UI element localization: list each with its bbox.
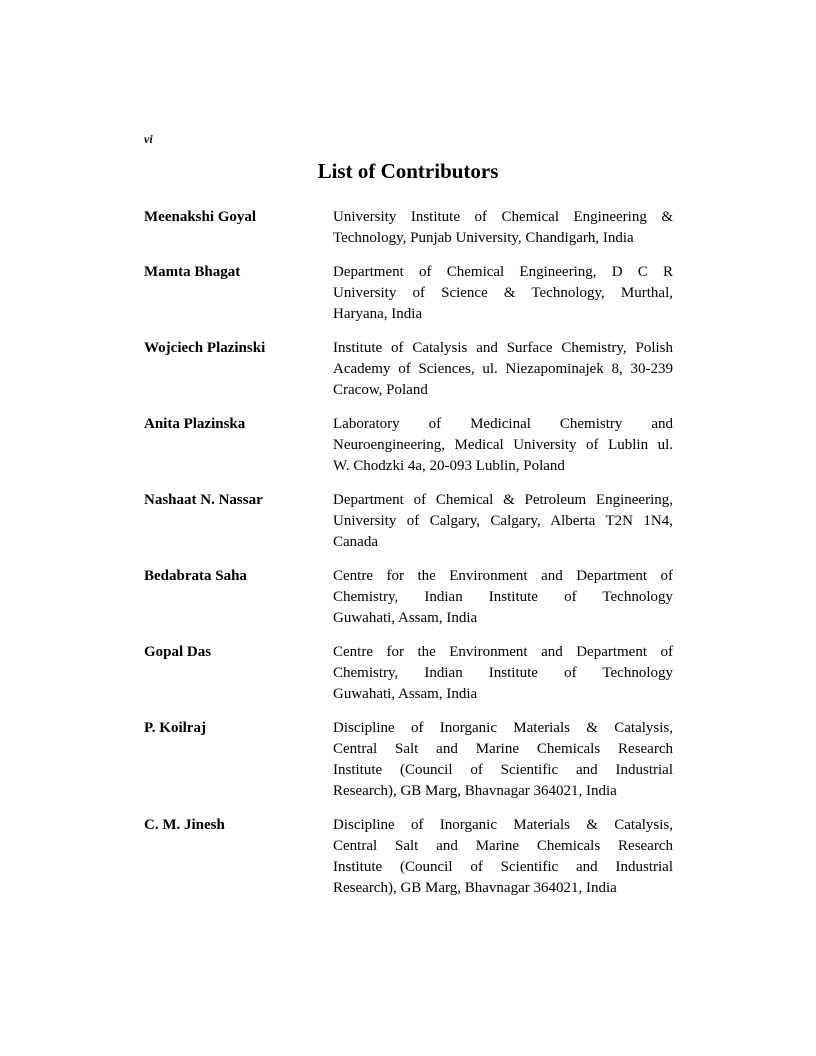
affiliation-line: University Institute of Chemical Engineering & [333, 209, 673, 225]
contributor-affiliation [333, 718, 673, 802]
contributor-affiliation [333, 262, 673, 325]
affiliation-line: Chemistry, Indian Institute of Technology [333, 665, 673, 681]
contributor-name: Mamta Bhagat [144, 264, 241, 280]
affiliation-line: Canada [333, 534, 378, 550]
affiliation-line: Laboratory of Medicinal Chemistry and [333, 416, 673, 432]
contributor-name: Bedabrata Saha [144, 568, 247, 584]
page-title: List of Contributors [317, 159, 499, 183]
affiliation-line: Department of Chemical Engineering, D C R [333, 264, 673, 280]
affiliation-line: University of Calgary, Calgary, Alberta T2N 1N4, [333, 513, 673, 529]
contributor-affiliation [333, 338, 673, 401]
contributor-name: Anita Plazinska [144, 416, 246, 432]
contributor-affiliation [333, 815, 673, 899]
affiliation-line: Neuroengineering, Medical University of Lublin ul. [333, 437, 673, 453]
contributor-entry [144, 338, 673, 401]
contributor-entry [144, 490, 673, 553]
affiliation-line: Department of Chemical & Petroleum Engineering, [333, 492, 673, 508]
affiliation-line: Guwahati, Assam, India [333, 610, 478, 626]
affiliation-line: Centre for the Environment and Department of [333, 644, 673, 660]
affiliation-line: W. Chodzki 4a, 20-093 Lublin, Poland [333, 458, 565, 474]
affiliation-line: Discipline of Inorganic Materials & Catalysis, [333, 817, 673, 833]
contributors-list [144, 207, 673, 912]
affiliation-line: Research), GB Marg, Bhavnagar 364021, India [333, 880, 617, 896]
contributor-affiliation [333, 414, 673, 477]
contributor-entry [144, 642, 673, 705]
affiliation-line: Guwahati, Assam, India [333, 686, 478, 702]
affiliation-line: University of Science & Technology, Murthal, [333, 285, 673, 301]
affiliation-line: Centre for the Environment and Department of [333, 568, 673, 584]
affiliation-line: Technology, Punjab University, Chandigarh, India [333, 230, 634, 246]
page-number: vi [144, 132, 153, 146]
affiliation-line: Central Salt and Marine Chemicals Research [333, 838, 673, 854]
contributor-entry [144, 262, 673, 325]
contributor-name: Wojciech Plazinski [144, 340, 266, 356]
contributor-name: P. Koilraj [144, 720, 206, 736]
affiliation-line: Central Salt and Marine Chemicals Research [333, 741, 673, 757]
contributor-entry [144, 815, 673, 899]
affiliation-line: Institute (Council of Scientific and Industrial [333, 859, 673, 875]
affiliation-line: Cracow, Poland [333, 382, 428, 398]
affiliation-line: Chemistry, Indian Institute of Technology [333, 589, 673, 605]
affiliation-line: Haryana, India [333, 306, 423, 322]
affiliation-line: Academy of Sciences, ul. Niezapominajek 8, 30-239 [333, 361, 673, 377]
contributor-entry [144, 207, 673, 249]
affiliation-line: Discipline of Inorganic Materials & Catalysis, [333, 720, 673, 736]
affiliation-line: Institute of Catalysis and Surface Chemistry, Polish [333, 340, 673, 356]
contributor-affiliation [333, 207, 673, 249]
contributor-entry [144, 566, 673, 629]
contributor-entry [144, 718, 673, 802]
contributor-name: Gopal Das [144, 644, 212, 660]
contributor-affiliation [333, 642, 673, 705]
contributor-name: Nashaat N. Nassar [144, 492, 263, 508]
contributor-name: C. M. Jinesh [144, 817, 225, 833]
contributor-affiliation [333, 566, 673, 629]
affiliation-line: Research), GB Marg, Bhavnagar 364021, India [333, 783, 617, 799]
contributor-name: Meenakshi Goyal [144, 209, 257, 225]
contributor-affiliation [333, 490, 673, 553]
contributor-entry [144, 414, 673, 477]
affiliation-line: Institute (Council of Scientific and Industrial [333, 762, 673, 778]
